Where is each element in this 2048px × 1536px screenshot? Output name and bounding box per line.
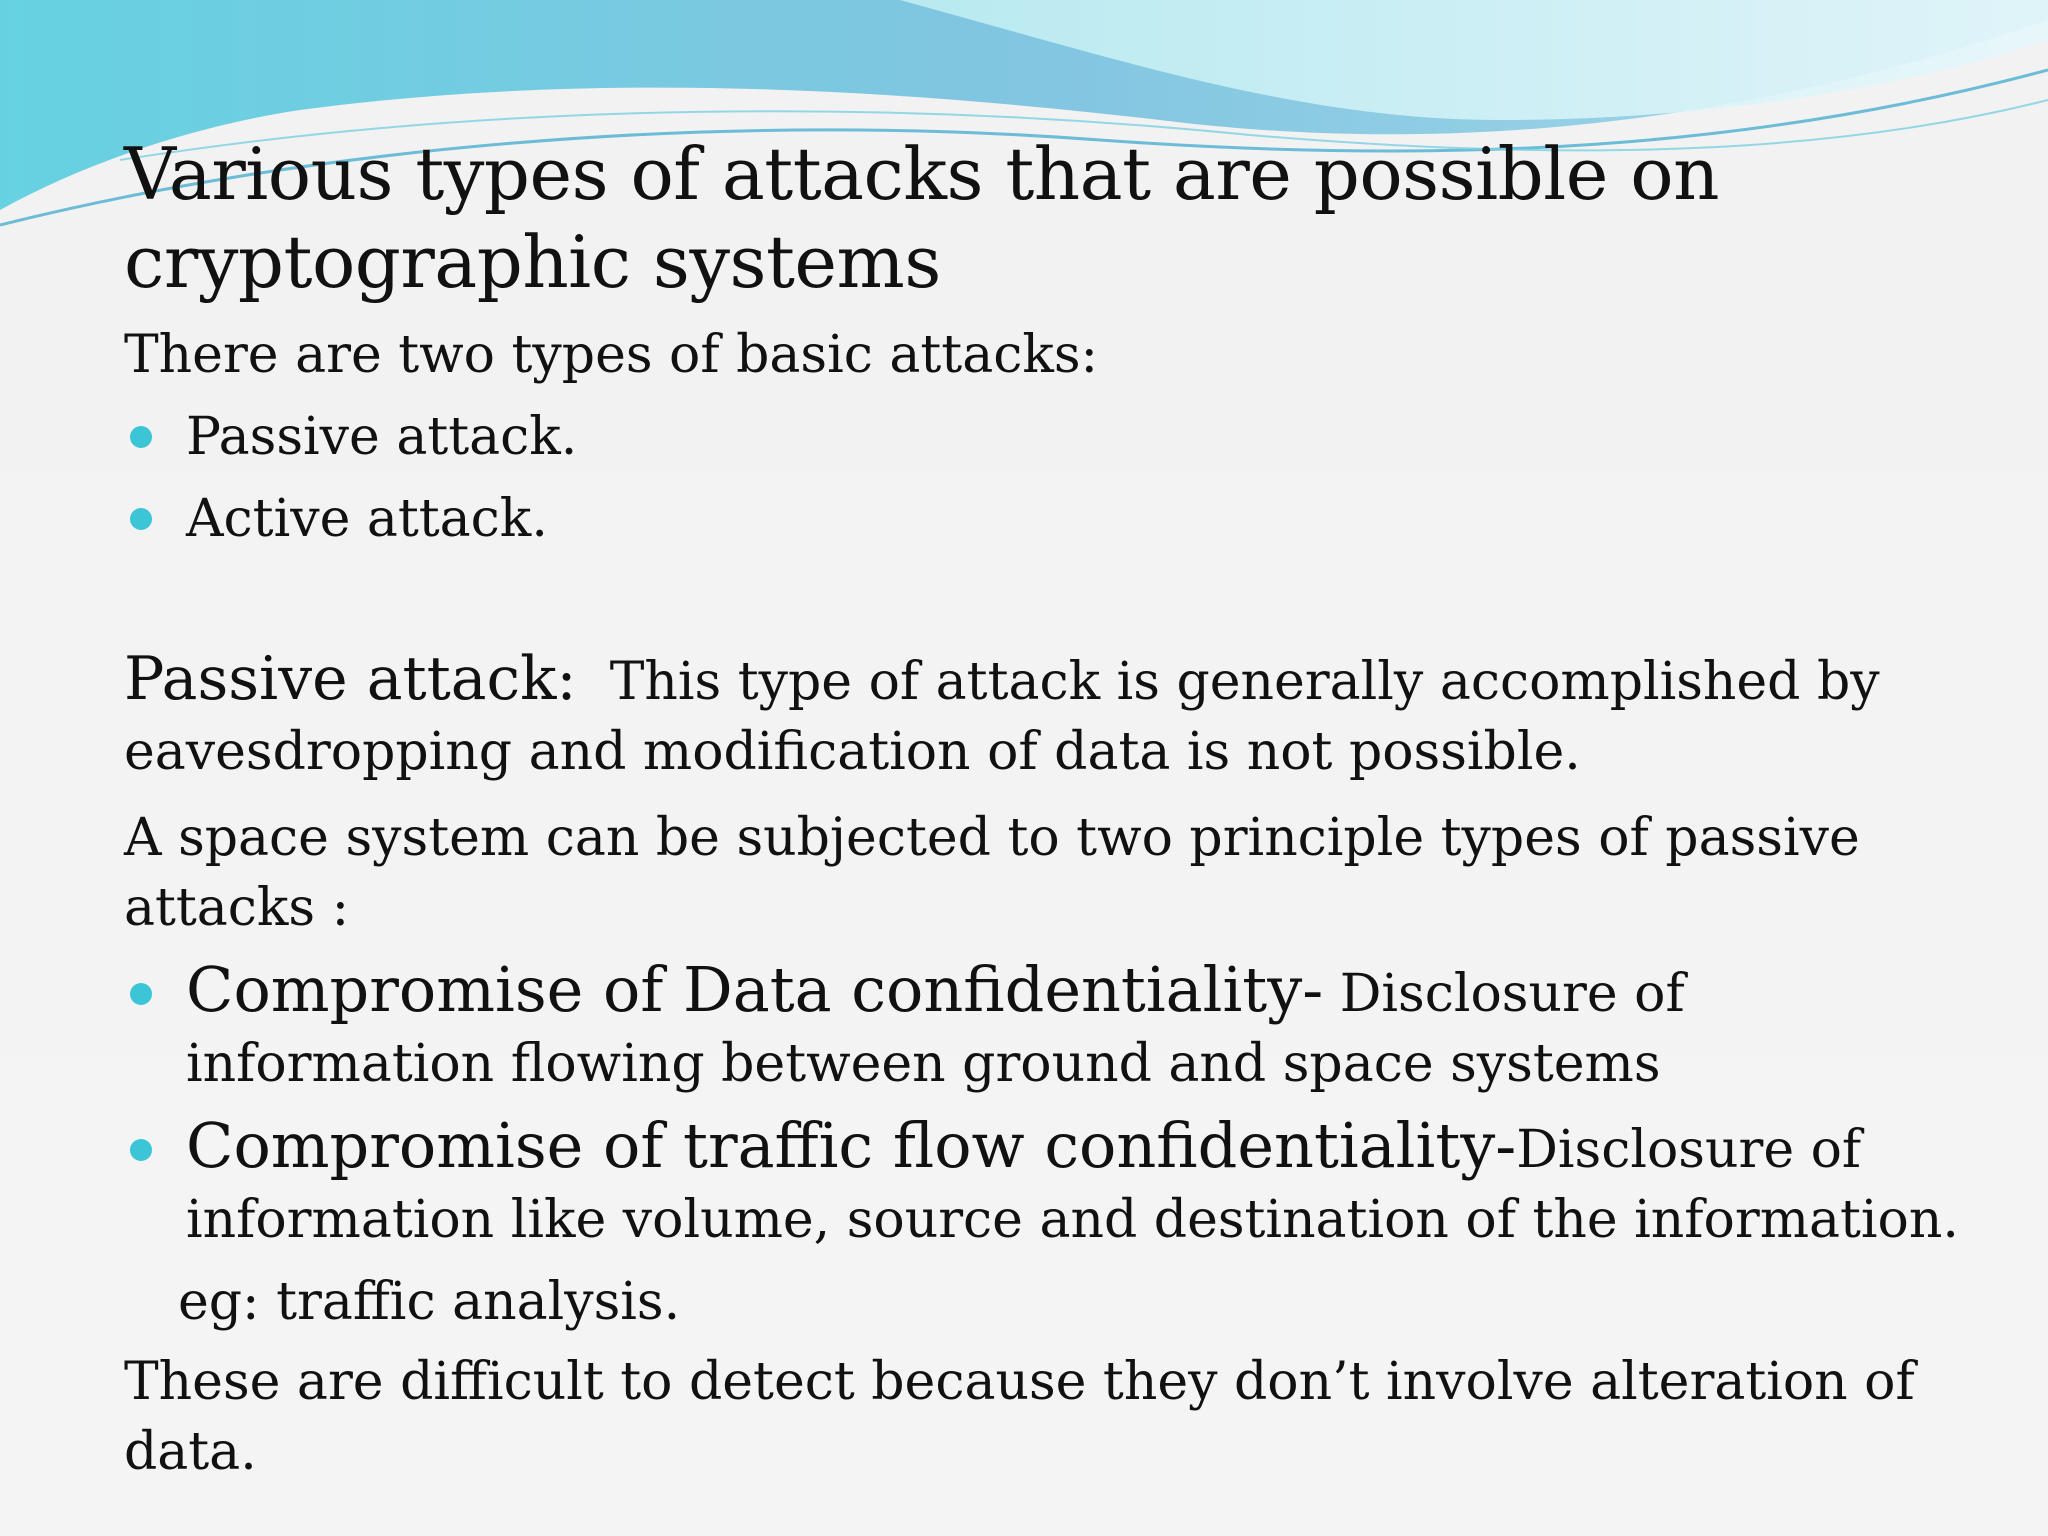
- slide-title: Various types of attacks that are possible on cryptographic systems: [124, 132, 1719, 304]
- list-item: [124, 1111, 1984, 1255]
- passive-types-list: [124, 955, 1984, 1255]
- basic-attacks-list: [124, 402, 1984, 554]
- list-item-text: Disclosure of information like volume, source and destination of the information.: [186, 1120, 1959, 1250]
- passive-description: This type of attack is generally accomplished by eavesdropping and modification of data is not possible.: [124, 652, 1880, 782]
- bullet-icon: [130, 508, 152, 530]
- list-item: [124, 484, 1984, 554]
- list-item: [124, 955, 1984, 1099]
- list-item: [124, 402, 1984, 472]
- passive-paragraph: [124, 644, 1984, 787]
- bullet-icon: [130, 983, 152, 1005]
- list-item-text: Active attack.: [186, 489, 548, 549]
- slide-content: [124, 130, 1984, 1487]
- list-item-title: Compromise of traffic flow confidentiality-: [186, 1109, 1517, 1182]
- list-item-text: Disclosure of information flowing between ground and space systems: [186, 964, 1685, 1094]
- passive-heading: Passive attack:: [124, 644, 577, 714]
- list-item-text: Passive attack.: [186, 407, 578, 467]
- intro-text: There are two types of basic attacks:: [124, 325, 1099, 385]
- list-item-title: Compromise of Data confidentiality-: [186, 953, 1324, 1026]
- space-system-text: A space system can be subjected to two principle types of passive attacks :: [124, 808, 1860, 938]
- example-text: eg: traffic analysis.: [178, 1272, 681, 1332]
- bullet-icon: [130, 426, 152, 448]
- conclusion-text: These are difficult to detect because they don’t involve alteration of data.: [124, 1352, 1915, 1482]
- bullet-icon: [130, 1139, 152, 1161]
